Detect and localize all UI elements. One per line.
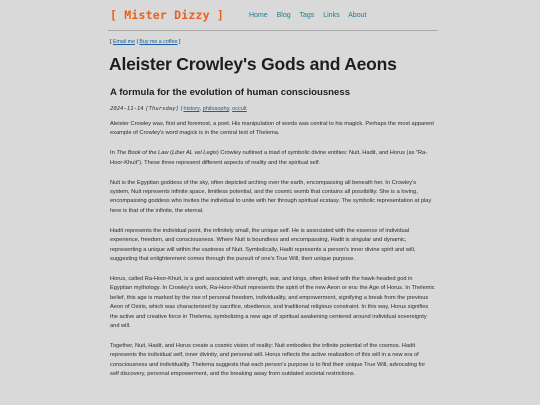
paragraph-nuit: Nuit is the Egyptian goddess of the sky, often depicted arching over the earth, encompassing all beneath her. In Crowley's system, Nuit represents infinite space, limitless potential, and the cosmic womb that contains all possibility. She is a loving, encompassing goddess who invites the individual to unite with her through spiritual ecstasy. The symbolic representation at play here is that of the infinite, the eternal. <box>110 179 432 214</box>
support-bracket-close: ] <box>177 39 181 45</box>
article-title: Aleister Crowley's Gods and Aeons <box>109 54 397 74</box>
buy-coffee-link[interactable]: Buy me a coffee <box>139 39 178 45</box>
article-meta: 2024-11-14 [Thursday] | history, philosophy, occult <box>110 106 247 112</box>
p2-text-c: ) Crowley outlined a triad of symbolic divine entities: Nuit, Hadit, and Horus (as "Ra-Hoor-Khuit"). These three represent different aspects of reality and the spiritual self. <box>110 150 428 166</box>
article-date: 2024-11-14 <box>110 106 144 112</box>
nav-links[interactable]: Links <box>323 12 340 19</box>
paragraph-together: Together, Nuit, Hadit, and Horus create a cosmic vision of reality: Nuit embodies the infinite potential of the cosmos. Hadit represents the individual self, inner divinity, and personal will. Horus reflects the active realization of this will in a new era of consciousness and individuality. Thelema suggests that each person's purpose is to find their unique True Will, advocating for self discovery, personal empowerment, and the breaking away from outdated societal restrictions. <box>110 342 426 378</box>
p2-text-a: In <box>110 150 117 157</box>
paragraph-intro: Aleister Crowley was, first and foremost, a poet. His manipulation of words was central to his magick. Perhaps the most apparent example of Crowley's word magick is in the central text of Thelema. <box>110 121 435 137</box>
site-header <box>0 0 540 31</box>
site-logo[interactable]: [ Mister Dizzy ] <box>110 8 224 22</box>
header-divider <box>108 30 438 31</box>
article-body <box>110 120 435 390</box>
nav-home[interactable]: Home <box>249 12 268 19</box>
main-nav <box>249 12 373 19</box>
article-subtitle: A formula for the evolution of human consciousness <box>110 87 351 98</box>
latin-title: Liber AL vel Legis <box>171 150 217 157</box>
email-me-link[interactable]: Email me <box>112 39 136 45</box>
nav-blog[interactable]: Blog <box>276 12 291 19</box>
support-separator: | <box>135 39 140 45</box>
paragraph-horus: Horus, called Ra-Hoor-Khuit, is a god associated with strength, war, and kings, often linked with the hawk-headed god in Egyptian mythology. In Crowley's work, Ra-Hoor-Khuit represents the spirit of the new Aeon or era: the Age of Horus. In Thelemic belief, this age is marked by the rise of personal freedom, individuality, and empowerment, signifying a break from the previous Aeon of Osiris, which was characterized by sacrifice, obedience, and traditional religious constraint. In this way, Horus signifies the active and creative force in Thelema, symbolizing a new age of spiritual awakening centered around individual sovereignty and will. <box>110 275 435 329</box>
paragraph-hadit: Hadit represents the individual point, the infinitely small, the unique self. He is associated with the essence of individual experience, freedom, and consciousness. Where Nuit is boundless and encompassing, Hadit is singular and dynamic, representing a unique will within the vastness of Nuit. Symbolically, Hadit represents a person's inner divine spirit and will, suggesting that enlightenment comes through the pursuit of one's True Will, their unique purpose. <box>110 227 416 262</box>
tag-occult[interactable]: occult <box>232 106 247 112</box>
paragraph-triad <box>110 149 435 168</box>
nav-tags[interactable]: Tags <box>299 12 315 19</box>
book-title: The Book of the Law <box>116 150 169 157</box>
support-bracket-open: [ <box>110 39 113 45</box>
support-links <box>110 39 181 45</box>
article-weekday: [Thursday] <box>145 106 179 112</box>
nav-about[interactable]: About <box>348 12 367 19</box>
tag-philosophy[interactable]: philosophy <box>202 106 230 112</box>
tag-history[interactable]: history <box>183 106 200 112</box>
p2-text-b: ( <box>168 150 172 157</box>
